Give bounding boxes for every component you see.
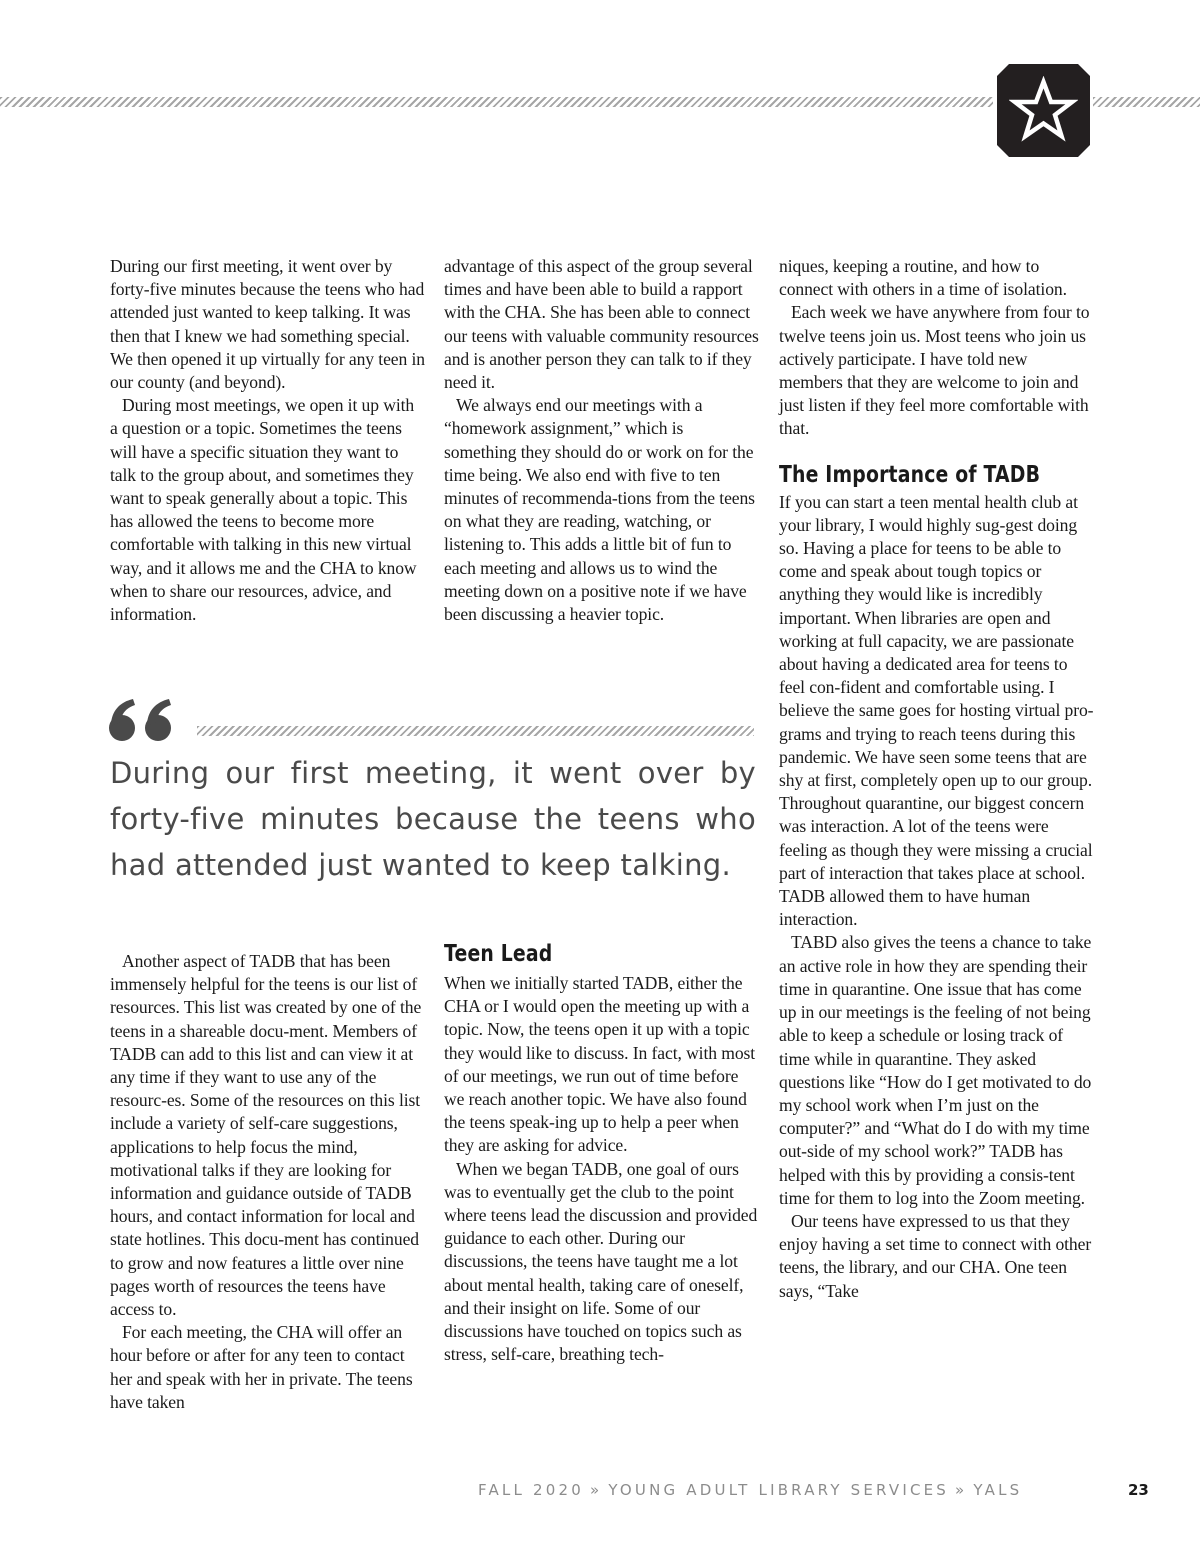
paragraph: When we began TADB, one goal of ours was to eventually get the club to the point where teens lead the discussion and provided guidance to each other. During our discussions, the teens have taught me a lot about mental health, taking care of oneself, and their insight on life. Some of our discussions have touched on topics such as stress, self-care, breathing tech- bbox=[444, 1158, 758, 1365]
paragraph: Our teens have expressed to us that they enjoy having a set time to connect with other teens, the library, and our CHA. One teen says, “Take bbox=[779, 1210, 1092, 1301]
header-rule-left bbox=[0, 97, 993, 107]
column-1-top bbox=[110, 255, 425, 626]
footer-short-title: YALS bbox=[973, 1481, 1023, 1499]
footer-issue: FALL 2020 bbox=[478, 1481, 584, 1499]
section-heading: The Importance of TADB bbox=[779, 461, 1041, 488]
paragraph: If you can start a teen mental health club at your library, I would highly sug-gest doing so. Having a place for teens to be able to come and speak about tough topics or anything they would like is incredibly important. When libraries are open and working at full capacity, we are passionate about having a dedicated area for teens to feel con-fident and comfortable using. I believe the same goes for hosting virtual pro-grams and trying to reach teens during this pandemic. We have seen some teens that are shy at first, completely open up to our group. Throughout quarantine, our biggest concern was interaction. A lot of the teens were feeling as though they were missing a crucial part of interaction that takes place at school. TADB allowed them to have human interaction. bbox=[779, 491, 1094, 930]
paragraph: advantage of this aspect of the group several times and have been able to build a rapport with the CHA. She has been able to connect our teens with valuable community resources and is another person they can talk to if they need it. bbox=[444, 256, 759, 393]
paragraph: niques, keeping a routine, and how to connect with others in a time of isolation. bbox=[779, 256, 1067, 300]
footer-separator: » bbox=[955, 1481, 968, 1499]
section-heading: Teen Lead bbox=[444, 941, 553, 967]
pull-quote: During our first meeting, it went over by forty-five minutes because the teens who had attended just wanted to keep talking. bbox=[110, 756, 756, 882]
paragraph: During our first meeting, it went over by forty-five minutes because the teens who had attended just wanted to keep talking. It was then that I knew we had something special. We then opened it up virtually for any teen in our county (and beyond). bbox=[110, 256, 425, 393]
paragraph: For each meeting, the CHA will offer an hour before or after for any teen to contact her and speak with her in private. The teens have taken bbox=[110, 1322, 413, 1412]
column-1-bottom bbox=[110, 950, 428, 1414]
paragraph: We always end our meetings with a “homework assignment,” which is something they should do or work on for the time being. We also end with five to ten minutes of recommenda-tions from the teens on what they are reading, watching, or listening to. This adds a little bit of fun to each meeting and allows us to wind the meeting down on a positive note if we have been discussing a heavier topic. bbox=[444, 395, 755, 625]
star-icon bbox=[1009, 76, 1078, 145]
header-rule-right bbox=[1093, 97, 1200, 107]
column-2-top bbox=[444, 255, 759, 626]
quote-mark-icon bbox=[108, 695, 174, 745]
column-2-bottom bbox=[444, 940, 759, 1366]
running-footer bbox=[478, 1480, 1100, 1500]
quote-rule bbox=[197, 726, 754, 736]
column-3 bbox=[779, 255, 1095, 1303]
paragraph: Each week we have anywhere from four to twelve teens join us. Most teens who join us actively participate. I have told new members that they are welcome to join and just listen if they feel more comfortable with that. bbox=[779, 302, 1090, 439]
footer-separator: » bbox=[589, 1481, 603, 1499]
paragraph: Another aspect of TADB that has been immensely helpful for the teens is our list of resources. This list was created by one of the teens in a shareable docu-ment. Members of TADB can add to this list and can view it at any time if they want to use any of the resourc-es. Some of the resources on this list include a variety of self-care suggestions, applications to help focus the mind, motivational talks if they are looking for information and guidance outside of TADB hours, and contact information for local and state hotlines. This docu-ment has continued to grow and now features a little over nine pages worth of resources the teens have access to. bbox=[110, 951, 422, 1320]
paragraph: TABD also gives the teens a chance to take an active role in how they are spending their time in quarantine. One issue that has come up in our meetings is the feeling of not being able to keep a schedule or losing track of time while in quarantine. They asked questions like “How do I get motivated to do my school work when I’m just on the computer?” and “What do I do with my time out-side of my school work?” TADB has helped with this by providing a consis-tent time for them to log into the Zoom meeting. bbox=[779, 932, 1092, 1208]
paragraph: During most meetings, we open it up with a question or a topic. Sometimes the teens will have a specific situation they want to talk to the group about, and sometimes they want to speak generally about a topic. This has allowed the teens to become more comfortable with talking in this new virtual way, and it allows me and the CHA to know when to share our resources, advice, and information. bbox=[110, 395, 417, 625]
page-number: 23 bbox=[1128, 1481, 1149, 1499]
paragraph: When we initially started TADB, either the CHA or I would open the meeting up with a topic. Now, the teens open it up with a topic they would like to discuss. In fact, with most of our meetings, we run out of time before we reach another topic. We have also found the teens speak-ing up to help a peer when they are asking for advice. bbox=[444, 973, 756, 1156]
footer-publication: YOUNG ADULT LIBRARY SERVICES bbox=[608, 1481, 950, 1499]
section-badge bbox=[997, 64, 1090, 157]
